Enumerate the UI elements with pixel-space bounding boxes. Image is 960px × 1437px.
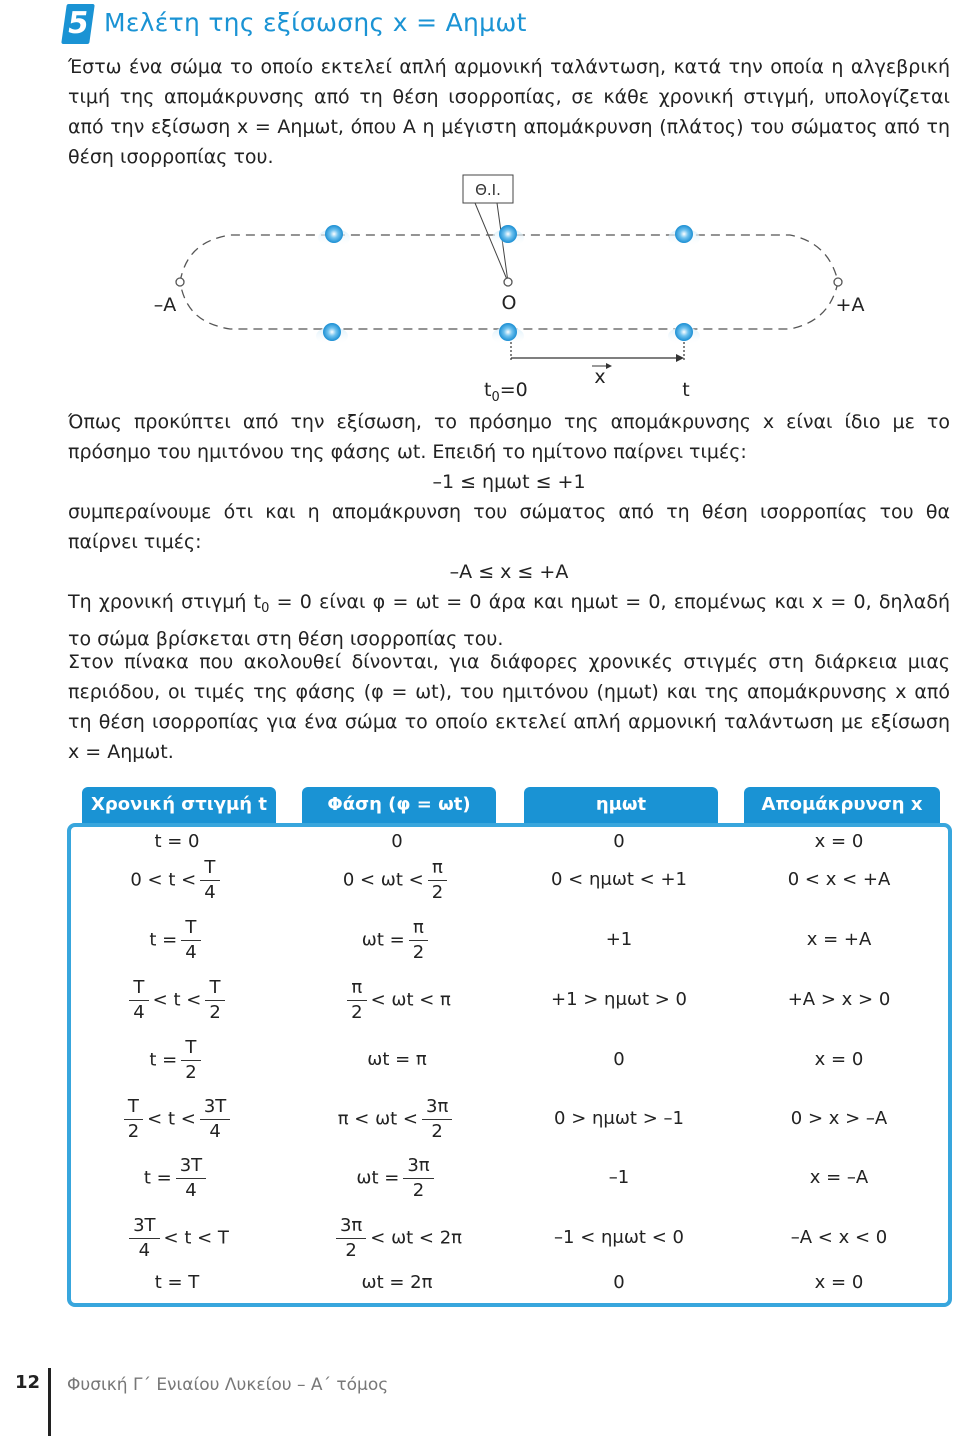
table-cell: 0 < t < $\frac{T}{4}$ (67, 856, 287, 905)
table-cell: π < ωt < $\frac{3\pi}{2}$ (287, 1095, 507, 1144)
table-cell: –A < x < 0 (790, 1227, 888, 1248)
table-cell: x = 0 (814, 1272, 864, 1293)
table-cell: 0 < x < +A (787, 869, 891, 890)
table-cell: t = T (154, 1272, 200, 1293)
table-cell: ωt = $\frac{3\pi}{2}$ (287, 1154, 507, 1203)
table-cell: +A > x > 0 (787, 989, 891, 1010)
table-cell: $\frac{\pi}{2}$ < ωt < π (287, 976, 507, 1025)
table-cell: +1 > ημωt > 0 (550, 989, 688, 1010)
table-cell: 0 (391, 831, 403, 852)
table-cell: 0 > ημωt > –1 (554, 1108, 684, 1129)
section-title: Μελέτη της εξίσωσης x = Aημωt (104, 8, 527, 37)
t-label: t (682, 379, 690, 401)
header-sine: ημωt (524, 787, 718, 823)
table-cell: $\frac{3T}{4}$ < t < T (67, 1214, 287, 1263)
plus-a-label: +A (835, 294, 865, 316)
table-cell: ωt = π (367, 1049, 427, 1070)
page-number: 12 (14, 1372, 40, 1393)
table-cell: ωt = 2π (361, 1272, 433, 1293)
section-number-badge: 5 (61, 4, 95, 44)
initial-time-text-b: = 0 είναι φ = ωt = 0 άρα και ημωt = 0, επομένως και x = 0, δηλαδή το σώμα βρίσκεται στη θέση ισορροπίας του. (68, 591, 950, 650)
sign-paragraph: Όπως προκύπτει από την εξίσωση, το πρόσημο της απομάκρυνσης x είναι ίδιο με το πρόσημο του ημιτόνου της φάσης ωt. Επειδή το ημίτονο παίρνει τιμές: (68, 411, 950, 463)
oscillation-diagram (0, 170, 960, 410)
t0-subscript: 0 (491, 390, 500, 405)
table-cell: $\frac{T}{2}$ < t < $\frac{3T}{4}$ (67, 1095, 287, 1144)
book-title: Φυσική Γ΄ Ενιαίου Λυκείου – Α΄ τόμος (67, 1375, 389, 1395)
header-time: Χρονική στιγμή t (82, 787, 276, 823)
table-cell: x = –A (809, 1167, 869, 1188)
initial-time-subscript: 0 (261, 601, 270, 616)
intro-paragraph: Έστω ένα σώμα το οποίο εκτελεί απλή αρμονική ταλάντωση, κατά την οποία η αλγεβρική τιμή της απομάκρυνσης από τη θέση ισορροπίας, σε κάθε χρονική στιγμή, υπολογίζεται από την εξίσωση x = Aημωt, όπου A η μέγιστη απομάκρυνση (πλάτος) του σώματος από τη θέση ισορροπίας του. (68, 56, 950, 168)
table-cell: 0 (613, 1272, 625, 1293)
table-cell: 0 > x > –A (790, 1108, 888, 1129)
initial-time-text-a: Τη χρονική στιγμή t (68, 591, 262, 613)
header-displacement: Απομάκρυνση x (744, 787, 940, 823)
table-cell: 0 (613, 831, 625, 852)
minus-a-label: –A (153, 294, 177, 316)
table-cell: ωt = $\frac{\pi}{2}$ (287, 916, 507, 965)
svg-text:t0=0 (484, 379, 528, 405)
equilibrium-label: Θ.Ι. (475, 181, 501, 199)
table-cell: 0 < ημωt < +1 (550, 869, 688, 890)
footer-divider (48, 1368, 51, 1436)
table-cell: –1 (608, 1167, 630, 1188)
header-phase: Φάση (φ = ωt) (302, 787, 496, 823)
origin-label: O (501, 292, 517, 314)
table-cell: 0 < ωt < $\frac{\pi}{2}$ (287, 856, 507, 905)
table-cell: +1 (605, 929, 633, 950)
table-cell: t = $\frac{3T}{4}$ (67, 1154, 287, 1203)
table-cell: x = 0 (814, 1049, 864, 1070)
x-label: x (594, 366, 606, 388)
table-cell: 0 (613, 1049, 625, 1070)
displacement-inequality: –A ≤ x ≤ +A (449, 561, 569, 583)
t0-equals: =0 (499, 379, 528, 401)
initial-time-paragraph (68, 587, 950, 654)
t0-label: t (484, 379, 492, 401)
table-cell: x = +A (806, 929, 872, 950)
table-cell: t = 0 (154, 831, 200, 852)
table-cell: t = $\frac{T}{2}$ (67, 1036, 287, 1085)
table-cell: t = $\frac{T}{4}$ (67, 916, 287, 965)
table-cell: x = 0 (814, 831, 864, 852)
table-intro-paragraph: Στον πίνακα που ακολουθεί δίνονται, για διάφορες χρονικές στιγμές στη διάρκεια μιας περιόδου, οι τιμές της φάσης (φ = ωt), του ημιτόνου (ημωt) και της απομάκρυνσης x από τη θέση ισορροπίας για ένα σώμα το οποίο εκτελεί απλή αρμονική ταλάντωση με εξίσωση x = Aημωt. (68, 651, 950, 763)
table-cell: –1 < ημωt < 0 (554, 1227, 684, 1248)
sine-inequality: –1 ≤ ημωt ≤ +1 (432, 471, 586, 493)
conclusion-paragraph: συμπεραίνουμε ότι και η απομάκρυνση του σώματος από τη θέση ισορροπίας του θα παίρνει τιμές: (68, 501, 950, 553)
table-cell: $\frac{T}{4}$ < t < $\frac{T}{2}$ (67, 976, 287, 1025)
table-cell: $\frac{3\pi}{2}$ < ωt < 2π (287, 1214, 507, 1263)
